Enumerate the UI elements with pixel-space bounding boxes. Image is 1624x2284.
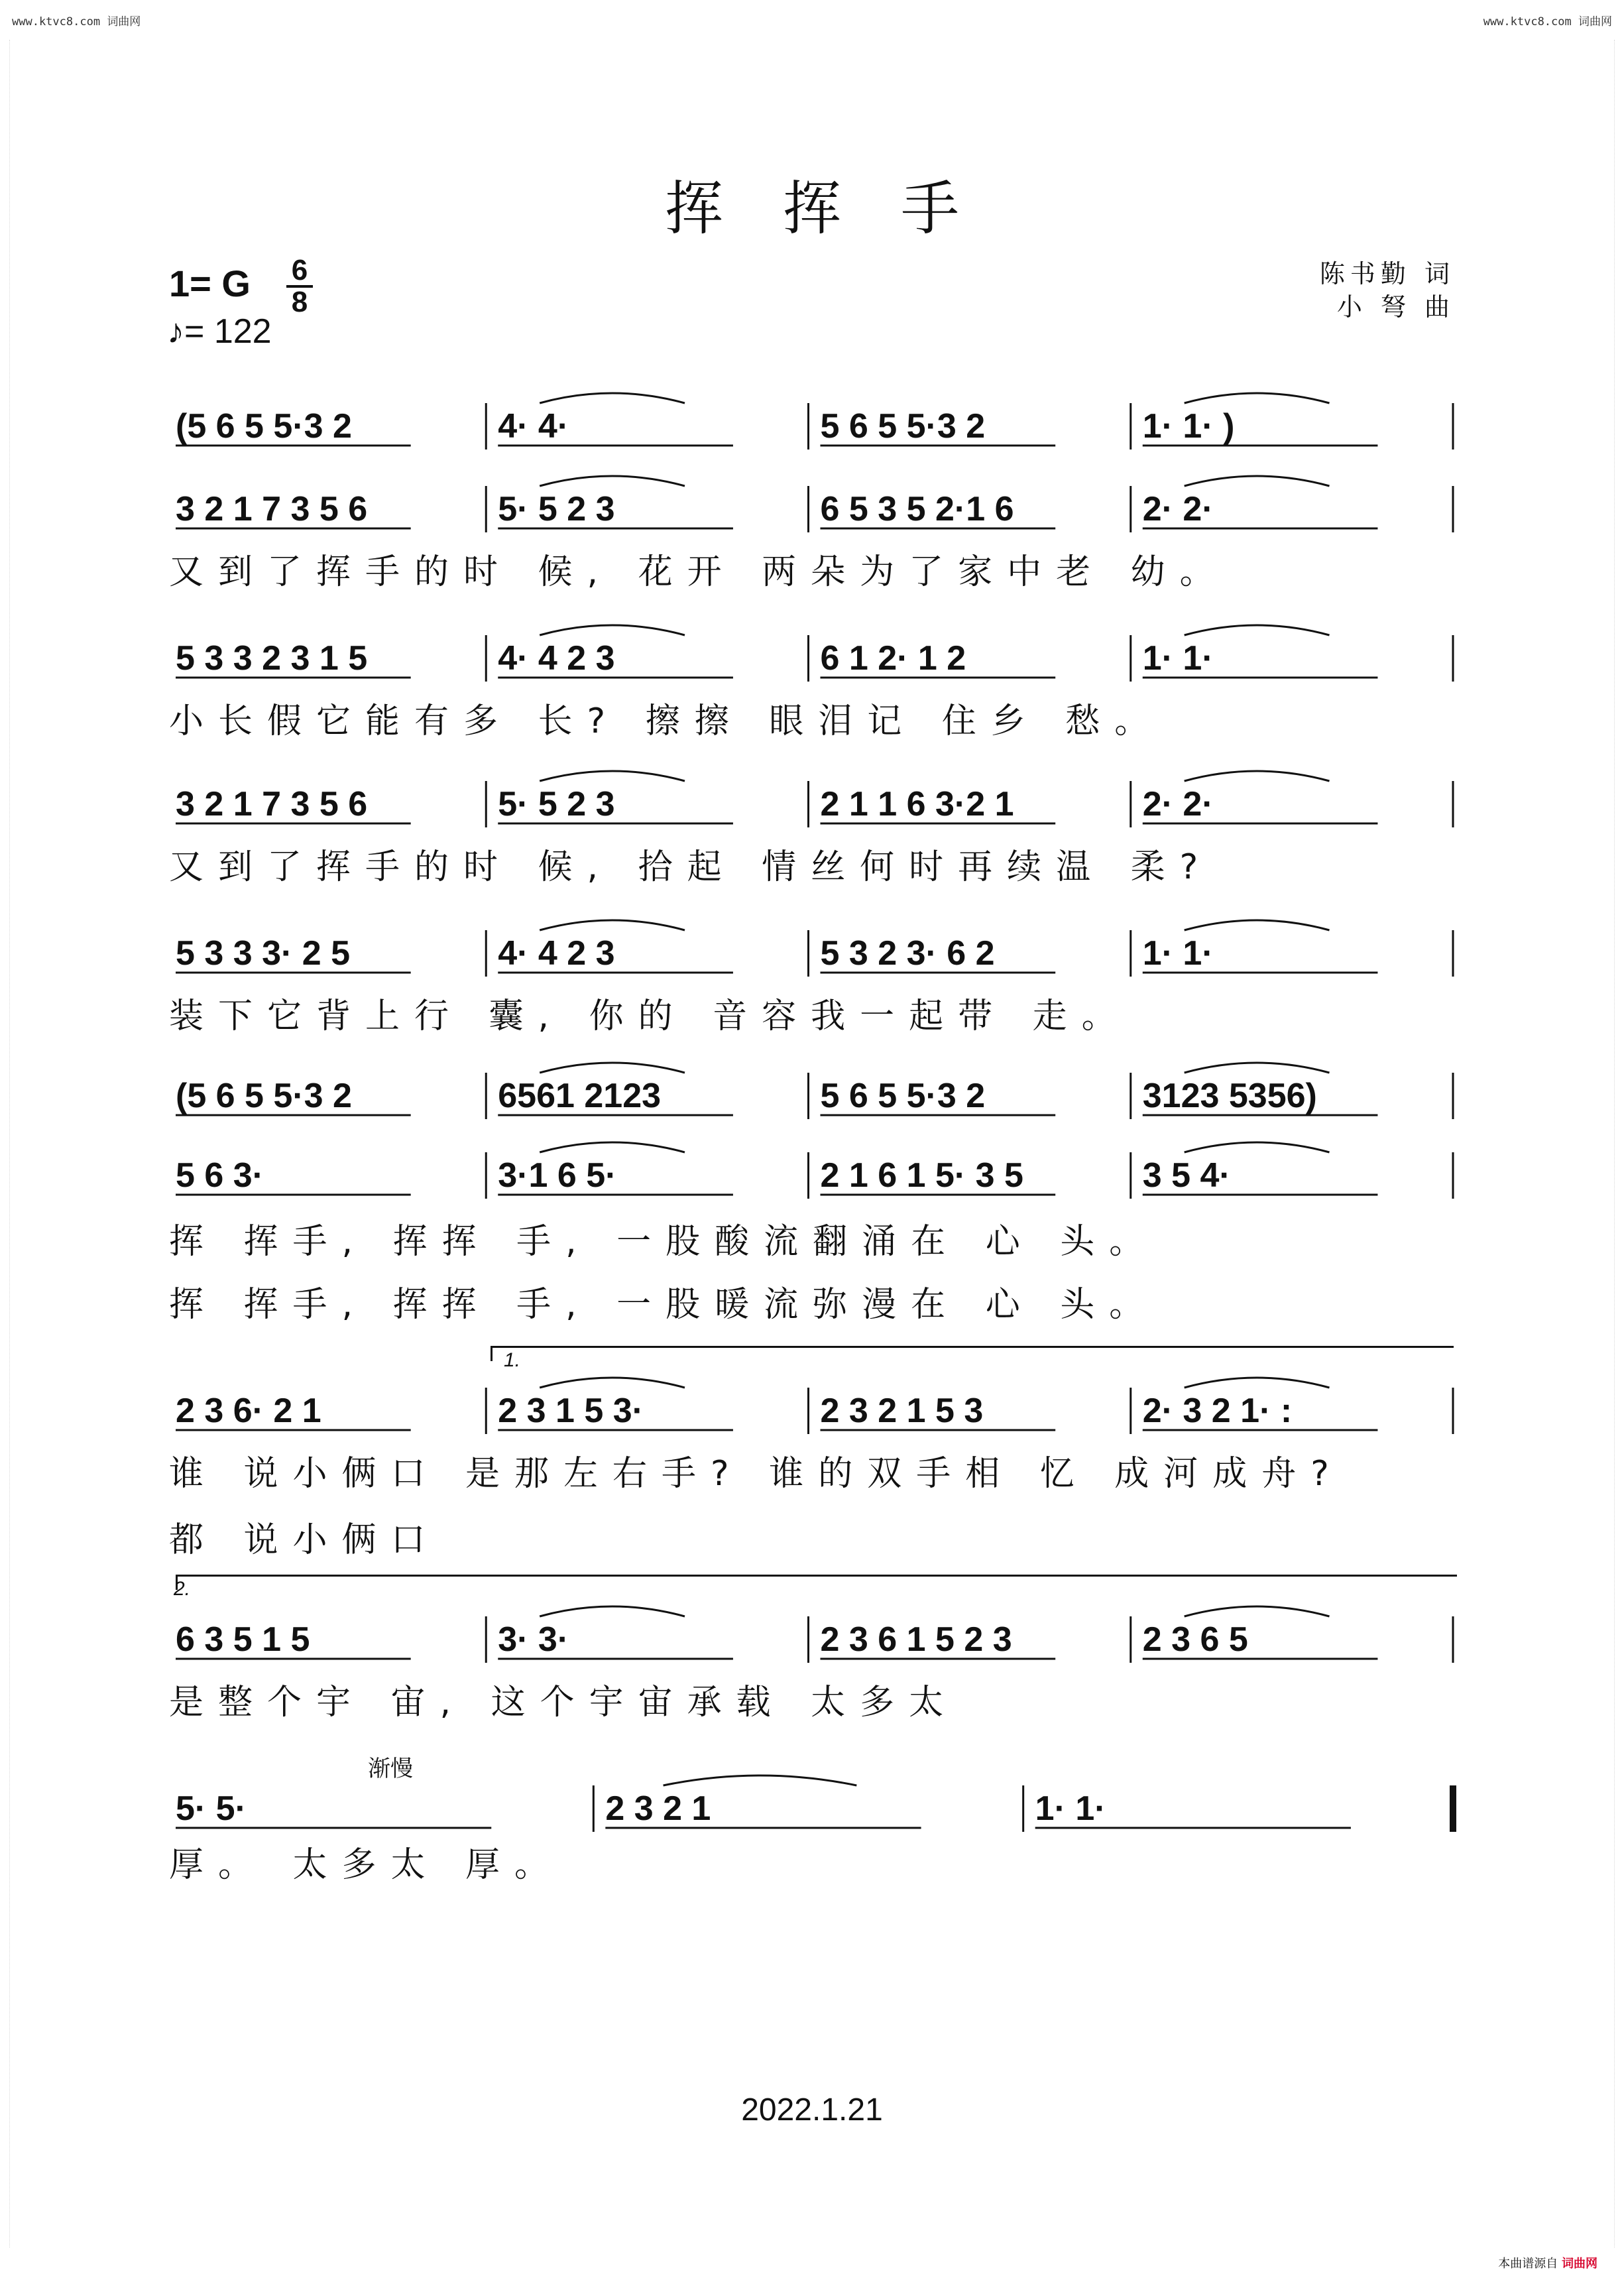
measure: 2 3 6 5 [1142, 1620, 1248, 1659]
lyric-line: 谁 说小俩口 是那左右手? 谁的双手相 忆 成河成舟? [169, 1454, 1344, 1494]
slur-arc [540, 393, 685, 403]
ritardando-mark: 渐慢 [368, 1756, 413, 1782]
measure: 2· 3 2 1· : [1142, 1392, 1293, 1430]
measure: 3·1 6 5· [498, 1156, 617, 1195]
lyric-line: 厚。 太多太 厚。 [169, 1845, 564, 1885]
measure: 5 3 2 3· 6 2 [820, 934, 995, 973]
notation-line [169, 630, 1458, 683]
notation-line [169, 925, 1458, 978]
measure: 5 6 5 5·3 2 [820, 407, 986, 446]
notation-svg [169, 1382, 1458, 1442]
measure: 1· 1· ) [1142, 407, 1235, 446]
lyric-line: 是整个宇 宙, 这个宇宙承载 太多太 [169, 1683, 958, 1722]
measure: 3 2 1 7 3 5 6 [176, 490, 368, 528]
site-url-right[interactable]: www.ktvc8.com [1483, 15, 1572, 29]
volta-label: 2. [174, 1578, 191, 1600]
lyric-line: 装下它背上行 囊, 你的 音容我一起带 走。 [169, 996, 1131, 1036]
notation-svg [169, 481, 1458, 540]
slur-arc [1185, 393, 1330, 403]
measure: 3· 3· [498, 1620, 569, 1659]
time-sig-top: 6 [291, 254, 308, 286]
notation-svg [169, 630, 1458, 690]
footer-text: 本曲谱源自 [1498, 2257, 1558, 2271]
measure: 2 1 6 1 5· 3 5 [820, 1156, 1023, 1195]
measure: 1· 1· [1142, 934, 1214, 973]
time-signature [286, 254, 313, 318]
composer-credit: 小 弩 曲 [1336, 292, 1455, 322]
measure: 1· 1· [1035, 1789, 1106, 1828]
song-title: 挥挥手 [664, 174, 1019, 243]
notation-svg [169, 1611, 1458, 1671]
measure: (5 6 5 5·3 2 [176, 407, 352, 446]
notation-svg [169, 776, 1458, 835]
slur-arc [540, 920, 685, 930]
measure: 5 3 3 2 3 1 5 [176, 639, 368, 678]
notation-line [169, 1067, 1458, 1120]
left-margin-watermark [0, 40, 10, 2248]
date: 2022.1.21 [741, 2092, 883, 2128]
notation-line [169, 1147, 1458, 1200]
volta-bracket [176, 1575, 1457, 1590]
notation-line [169, 398, 1458, 451]
slur-arc [1185, 1606, 1330, 1616]
site-brand-left: 词曲网 [107, 15, 141, 29]
measure: 3123 5356) [1142, 1077, 1317, 1115]
site-header-left[interactable] [12, 12, 141, 29]
footer-brand[interactable]: 词曲网 [1562, 2257, 1597, 2271]
notation-svg [169, 398, 1458, 457]
measure: 2 3 6 1 5 2 3 [820, 1620, 1012, 1659]
volta-label: 1. [504, 1349, 521, 1371]
measure: 3 2 1 7 3 5 6 [176, 785, 368, 823]
measure: 5 3 3 3· 2 5 [176, 934, 351, 973]
notation-line [169, 481, 1458, 534]
measure: 2 3 2 1 5 3 [820, 1392, 984, 1430]
tempo-marking: ♪= 122 [167, 312, 272, 351]
lyric-line: 小长假它能有多 长? 擦擦 眼泪记 住乡 愁。 [169, 701, 1164, 741]
measure: 5· 5 2 3 [498, 490, 615, 528]
measure: 2 1 1 6 3·2 1 [820, 785, 1014, 823]
measure: 4· 4 2 3 [498, 934, 615, 973]
slur-arc [540, 771, 685, 781]
right-margin-watermark [1614, 40, 1624, 2248]
slur-arc [1185, 625, 1330, 635]
measure: 5 6 5 5·3 2 [820, 1077, 986, 1115]
measure: 4· 4· [498, 407, 569, 446]
footer-source[interactable] [1498, 2254, 1597, 2271]
notation-line [169, 1382, 1458, 1435]
volta-bracket [491, 1346, 1454, 1361]
measure: 2· 2· [1142, 785, 1214, 823]
lyricist-credit: 陈书勤 词 [1319, 259, 1455, 288]
measure: 6 5 3 5 2·1 6 [820, 490, 1014, 528]
notation-svg [169, 925, 1458, 985]
slur-arc [1185, 1378, 1330, 1388]
key-signature: 1= G [169, 263, 251, 304]
notation-svg [169, 1067, 1458, 1127]
measure: 2 3 6· 2 1 [176, 1392, 321, 1430]
slur-arc [540, 1142, 685, 1152]
slur-arc [664, 1775, 857, 1785]
slur-arc [1185, 771, 1330, 781]
site-header-right[interactable] [1483, 12, 1612, 29]
site-brand-right: 词曲网 [1578, 15, 1612, 29]
notation-line [169, 1611, 1458, 1664]
lyric-line-second-verse: 都 说小俩口 [169, 1520, 440, 1560]
measure: 3 5 4· [1142, 1156, 1231, 1195]
measure: 5· 5 2 3 [498, 785, 615, 823]
measure: 2· 2· [1142, 490, 1214, 528]
slur-arc [1185, 476, 1330, 486]
slur-arc [1185, 1063, 1330, 1073]
measure: 6 3 5 1 5 [176, 1620, 310, 1659]
measure: 5· 5· [176, 1789, 247, 1828]
slur-arc [540, 625, 685, 635]
notation-svg [169, 1147, 1458, 1207]
time-sig-bottom: 8 [291, 286, 308, 318]
notation-line [169, 776, 1458, 829]
measure: 1· 1· [1142, 639, 1214, 678]
measure: 6 1 2· 1 2 [820, 639, 966, 678]
slur-arc [540, 1378, 685, 1388]
measure: 6561 2123 [498, 1077, 662, 1115]
measure: 4· 4 2 3 [498, 639, 615, 678]
measure: 2 3 2 1 [605, 1789, 711, 1828]
lyric-line-second-verse: 挥 挥手, 挥挥 手, 一股暖流弥漫在 心 头。 [169, 1285, 1159, 1325]
notation-svg [169, 1780, 1458, 1840]
slur-arc [540, 1063, 685, 1073]
measure: 2 3 1 5 3· [498, 1392, 644, 1430]
lyric-line: 挥 挥手, 挥挥 手, 一股酸流翻涌在 心 头。 [169, 1222, 1159, 1262]
slur-arc [1185, 1142, 1330, 1152]
slur-arc [540, 476, 685, 486]
notation-line [169, 1780, 1458, 1833]
slur-arc [1185, 920, 1330, 930]
lyric-line: 又到了挥手的时 候, 花开 两朵为了家中老 幼。 [169, 552, 1229, 592]
measure: (5 6 5 5·3 2 [176, 1077, 352, 1115]
site-url-left[interactable]: www.ktvc8.com [12, 15, 101, 29]
slur-arc [540, 1606, 685, 1616]
measure: 5 6 3· [176, 1156, 264, 1195]
lyric-line: 又到了挥手的时 候, 拾起 情丝何时再续温 柔? [169, 847, 1213, 887]
